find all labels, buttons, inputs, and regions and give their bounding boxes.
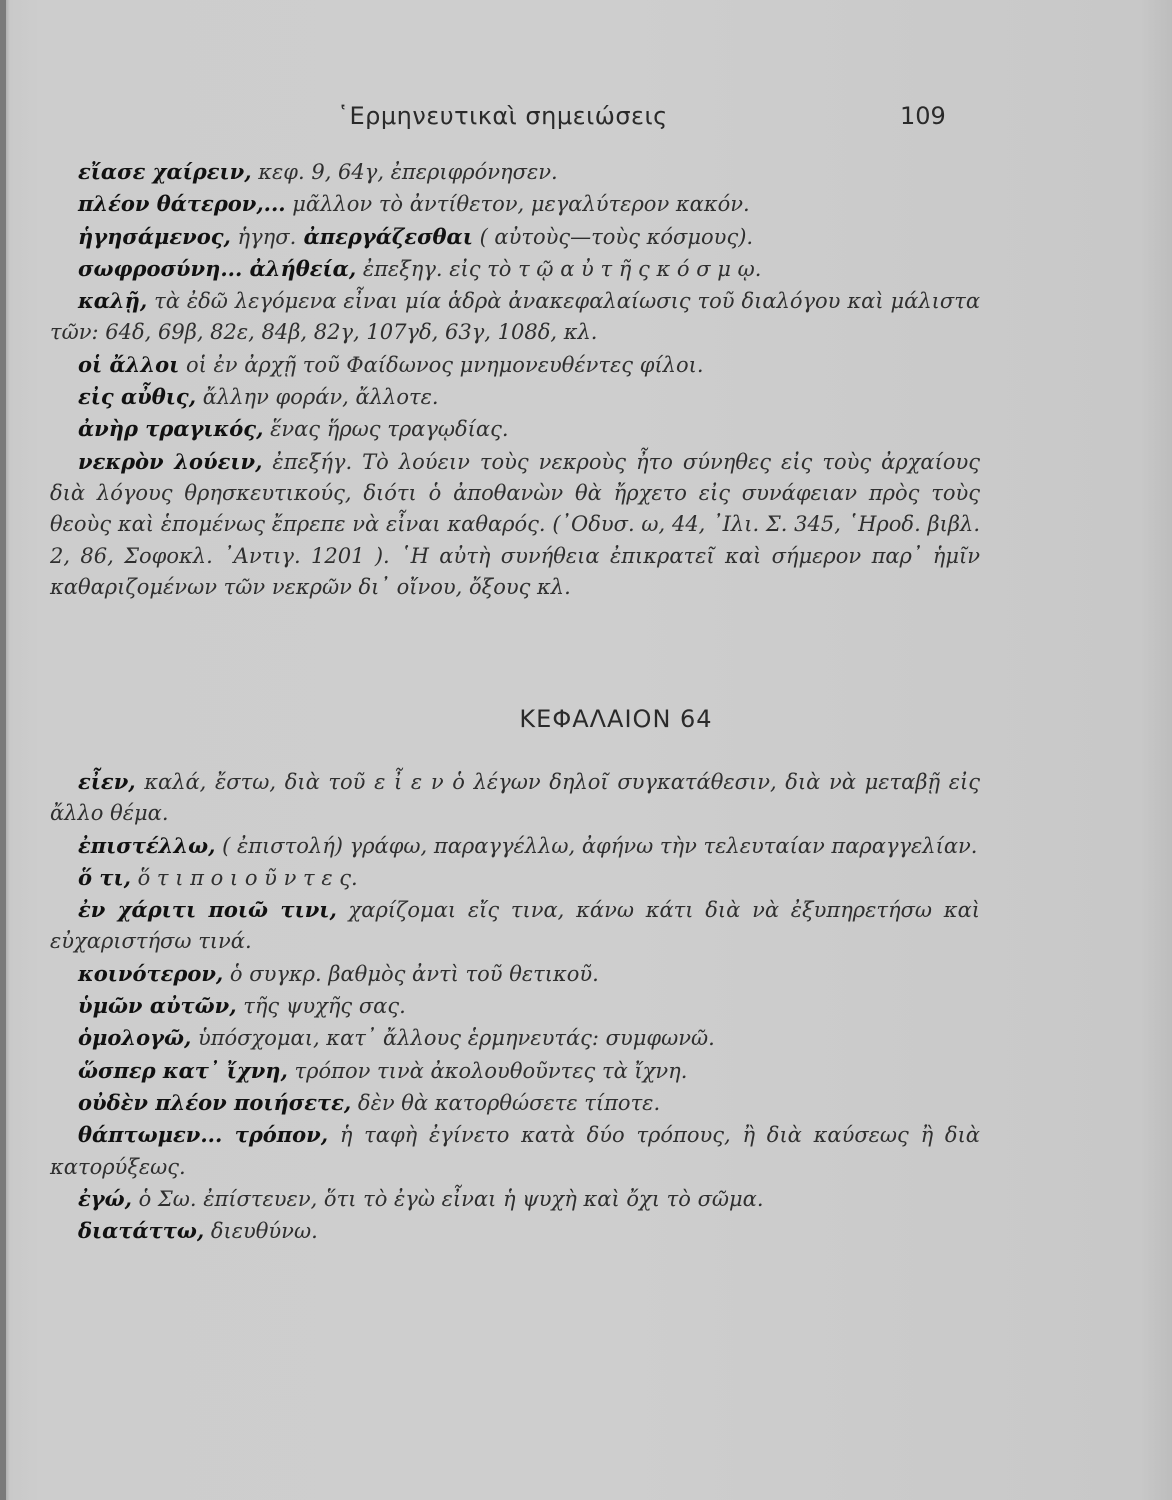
note-entry [50, 862, 980, 894]
note-lemma: θάπτωμεν... τρόπον, [78, 1122, 329, 1148]
note-lemma: ὑμῶν αὐτῶν, [78, 993, 237, 1019]
note-gloss: ἡ ταφὴ ἐγίνετο κατὰ δύο τρόπους, ἢ διὰ καύσεως ἢ διὰ κατορύξεως. [50, 1123, 980, 1179]
note-lemma: καλῇ, [78, 288, 148, 314]
note-gloss: δὲν θὰ κατορθώσετε τίποτε. [351, 1090, 661, 1115]
note-entry [50, 188, 980, 220]
note-entry [50, 1022, 980, 1054]
page-number: 109 [900, 102, 946, 130]
note-entry [50, 894, 980, 958]
note-entry [50, 990, 980, 1022]
note-gloss: κεφ. 9, 64γ, ἐπεριφρόνησεν. [251, 160, 558, 184]
note-gloss: διευθύνω. [204, 1219, 318, 1244]
note-gloss: ἡγησ. [230, 224, 297, 249]
note-lemma: ὅ τι, [78, 864, 131, 890]
note-lemma: οὐδὲν πλέον ποιήσετε, [78, 1089, 352, 1115]
note-entry [50, 156, 980, 188]
note-gloss: καλά, ἔστω, διὰ τοῦ ε ἶ ε ν ὁ λέγων δηλοῖ συγκατάθεσιν, διὰ νὰ μεταβῇ εἰς ἄλλο θέμα. [50, 770, 980, 826]
chapter-heading: ΚΕΦΑΛΑΙΟΝ 64 [519, 705, 713, 733]
note-lemma: σωφροσύνη... ἀλήθεία, [78, 255, 357, 281]
note-gloss: ἐπεξήγ. Τὸ λούειν τοὺς νεκροὺς ἦτο σύνηθες εἰς τοὺς ἀρχαίους διὰ λόγους θρησκευτικούς, διότι ὁ ἀποθανὼν θὰ ἤρχετο εἰς συνάφειαν πρὸς τοὺς θεοὺς καὶ ἑπομένως ἔπρεπε νὰ εἶναι καθαρός. (᾽Οδυσ. ω, 44, ᾽Ιλι. Σ. 345, ῾Ηροδ. βιβλ. 2, 86, Σοφοκλ. ᾽Αντιγ. 1201 ). ῾Η αὐτὴ συνήθεια ἐπικρατεῖ καὶ σήμερον παρ᾽ ἡμῖν καθαριζομένων τῶν νεκρῶν δι᾽ οἴνου, ὄξους κλ. [50, 449, 980, 599]
note-entry [50, 349, 980, 381]
note-entry [50, 221, 980, 253]
note-lemma: ὥσπερ κατ᾽ ἴχνη, [78, 1057, 288, 1083]
note-entry [50, 958, 980, 990]
note-lemma: ἐγώ, [78, 1185, 132, 1211]
page-header [0, 102, 1172, 142]
note-gloss: τὰ ἐδῶ λεγόμενα εἶναι μία ἁδρὰ ἀνακεφαλαίωσις τοῦ διαλόγου καὶ μάλιστα τῶν: 64δ, 69β, 82ε, 84β, 82γ, 107γδ, 63γ, 108δ, κλ. [50, 289, 980, 345]
note-lemma: διατάττω, [78, 1218, 205, 1244]
note-gloss: ἄλλην φοράν, ἄλλοτε. [196, 385, 439, 410]
note-gloss: ἕνας ἥρως τραγῳδίας. [263, 417, 509, 442]
note-entry [50, 1087, 980, 1119]
note-gloss: ὅ τ ι π ο ι ο ῦ ν τ ε ς. [130, 865, 358, 890]
running-title: ῾Ερμηνευτικαὶ σημειώσεις [337, 102, 668, 130]
note-gloss: χαρίζομαι εἴς τινα, κάνω κάτι διὰ νὰ ἐξυπηρετήσω καὶ εὐχαριστήσω τινά. [50, 898, 980, 954]
note-entry [50, 766, 980, 830]
note-gloss: μᾶλλον τὸ ἀντίθετον, μεγαλύτερον κακόν. [285, 192, 750, 217]
notes-section-2 [50, 766, 980, 1247]
note-entry [50, 1215, 980, 1247]
note-lemma: εἶεν, [78, 769, 136, 794]
note-gloss: ὑπόσχομαι, κατ᾽ ἄλλους ἑρμηνευτάς: συμφωνῶ. [191, 1026, 715, 1051]
note-lemma: οἱ ἄλλοι [78, 351, 180, 377]
note-lemma: νεκρὸν λούειν, [78, 448, 263, 474]
note-gloss: ( ἐπιστολή) γράφω, παραγγέλλω, ἀφήνω τὴν τελευταίαν παραγγελίαν. [215, 833, 978, 858]
note-entry [50, 1119, 980, 1183]
note-gloss: ὁ συγκρ. βαθμὸς ἀντὶ τοῦ θετικοῦ. [223, 961, 599, 986]
note-lemma: ὁμολογῶ, [78, 1025, 192, 1051]
note-gloss: ( αὐτοὺς—τοὺς κόσμους). [472, 224, 754, 249]
note-lemma: πλέον θάτερον,... [78, 191, 286, 217]
page-edge-shadow [0, 0, 6, 1500]
note-gloss: οἱ ἐν ἀρχῇ τοῦ Φαίδωνος μνημονευθέντες φίλοι. [179, 352, 704, 377]
note-lemma: εἴασε χαίρειν, [78, 159, 252, 184]
note-entry [50, 1055, 980, 1087]
note-entry [50, 381, 980, 413]
note-lemma: ἐπιστέλλω, [78, 832, 216, 858]
note-lemma: εἰς αὖθις, [78, 384, 197, 410]
note-gloss: ὁ Σω. ἐπίστευεν, ὅτι τὸ ἐγὼ εἶναι ἡ ψυχὴ καὶ ὄχι τὸ σῶμα. [131, 1186, 764, 1211]
note-entry [50, 830, 980, 862]
note-gloss: ἐπεξηγ. εἰς τὸ τ ῷ α ὐ τ ῆ ς κ ό σ μ ῳ. [356, 256, 762, 281]
note-entry [50, 285, 980, 349]
note-entry [50, 253, 980, 285]
note-lemma: ἀπεργάζεσθαι [296, 223, 473, 249]
note-entry [50, 446, 980, 603]
note-entry [50, 413, 980, 445]
note-gloss: τρόπον τινὰ ἀκολουθοῦντες τὰ ἴχνη. [287, 1058, 688, 1083]
notes-section-1 [50, 156, 980, 603]
note-gloss: τῆς ψυχῆς σας. [236, 994, 406, 1019]
note-lemma: ἡγησάμενος, [78, 223, 231, 249]
note-lemma: ἀνὴρ τραγικός, [78, 416, 264, 442]
note-entry [50, 1183, 980, 1215]
note-lemma: κοινότερον, [78, 960, 224, 986]
note-lemma: ἐν χάριτι ποιῶ τινι, [78, 897, 337, 923]
